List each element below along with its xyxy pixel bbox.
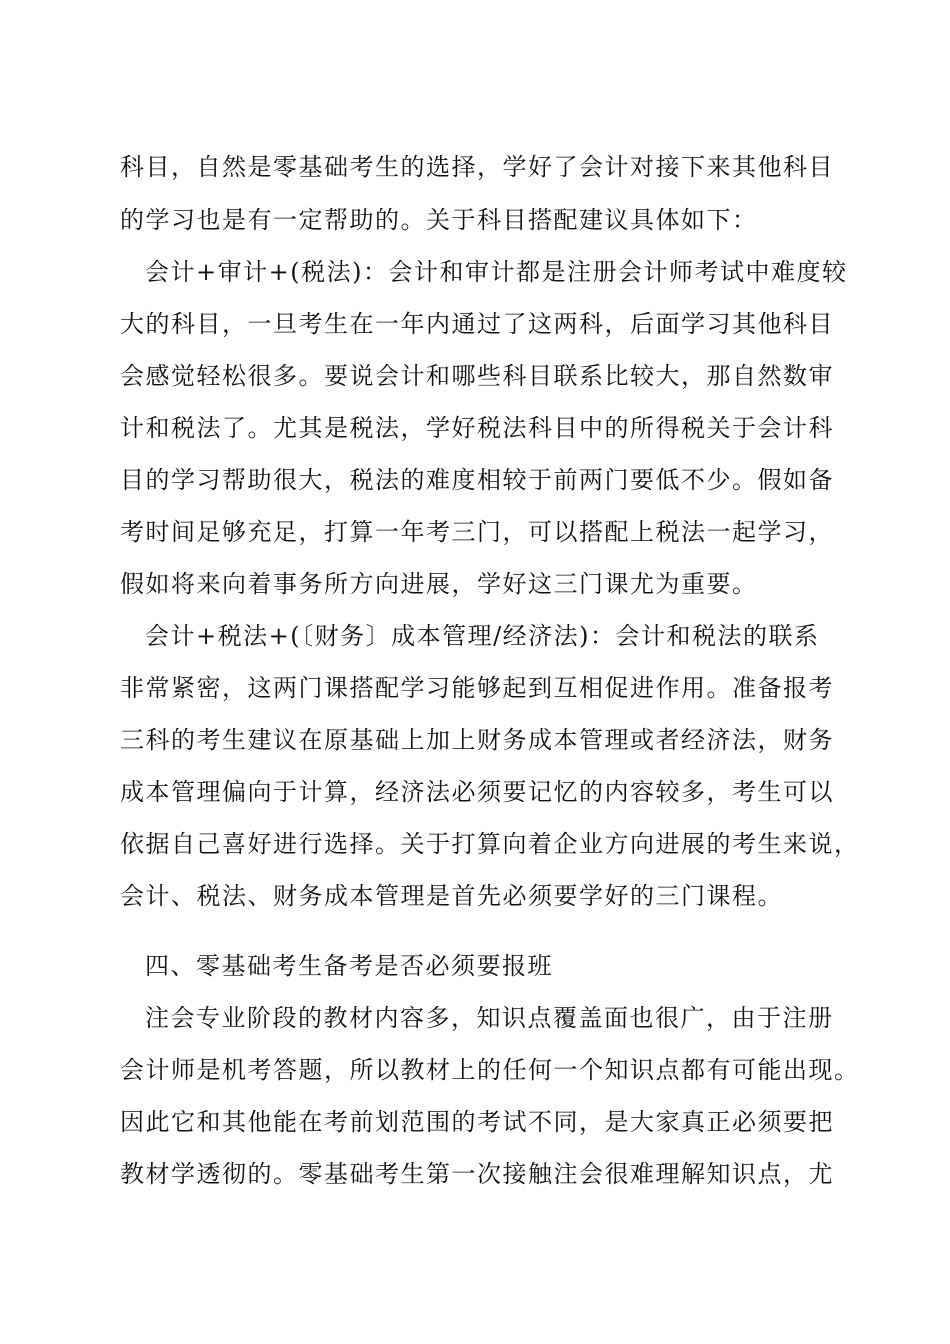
paragraph-line: 科目，自然是零基础考生的选择，学好了会计对接下来其他科目 — [120, 153, 834, 181]
paragraph-line: 大的科目，一旦考生在一年内通过了这两科，后面学习其他科目 — [120, 310, 834, 338]
paragraph-line: 计和税法了。尤其是税法，学好税法科目中的所得税关于会计科 — [120, 414, 834, 442]
paragraph-line: 的学习也是有一定帮助的。关于科目搭配建议具体如下： — [120, 206, 758, 234]
paragraph-line: 成本管理偏向于计算，经济法必须要记忆的内容较多，考生可以 — [120, 778, 834, 806]
paragraph-line: 三科的考生建议在原基础上加上财务成本管理或者经济法，财务 — [120, 726, 834, 754]
paragraph-line: 因此它和其他能在考前划范围的考试不同，是大家真正必须要把 — [120, 1108, 834, 1136]
paragraph-line: 目的学习帮助很大，税法的难度相较于前两门要低不少。假如备 — [120, 466, 834, 494]
paragraph-line: 会计师是机考答题，所以教材上的任何一个知识点都有可能出现。 — [120, 1056, 860, 1084]
paragraph-line: 注会专业阶段的教材内容多，知识点覆盖面也很广，由于注册 — [145, 1004, 834, 1032]
paragraph-line: 依据自己喜好进行选择。关于打算向着企业方向进展的考生来说， — [120, 830, 860, 858]
paragraph-line: 会计+税法+(〔财务〕成本管理/经济法)：会计和税法的联系 — [145, 622, 820, 650]
paragraph-line: 假如将来向着事务所方向进展，学好这三门课尤为重要。 — [120, 570, 758, 598]
section-heading: 四、零基础考生备考是否必须要报班 — [145, 952, 553, 980]
paragraph-line: 考时间足够充足，打算一年考三门，可以搭配上税法一起学习， — [120, 518, 834, 546]
paragraph-line: 会计+审计+(税法)：会计和审计都是注册会计师考试中难度较 — [145, 258, 848, 286]
paragraph-line: 教材学透彻的。零基础考生第一次接触注会很难理解知识点，尤 — [120, 1160, 834, 1188]
paragraph-line: 非常紧密，这两门课搭配学习能够起到互相促进作用。准备报考 — [120, 674, 834, 702]
paragraph-line: 会计、税法、财务成本管理是首先必须要学好的三门课程。 — [120, 882, 783, 910]
paragraph-line: 会感觉轻松很多。要说会计和哪些科目联系比较大，那自然数审 — [120, 362, 834, 390]
